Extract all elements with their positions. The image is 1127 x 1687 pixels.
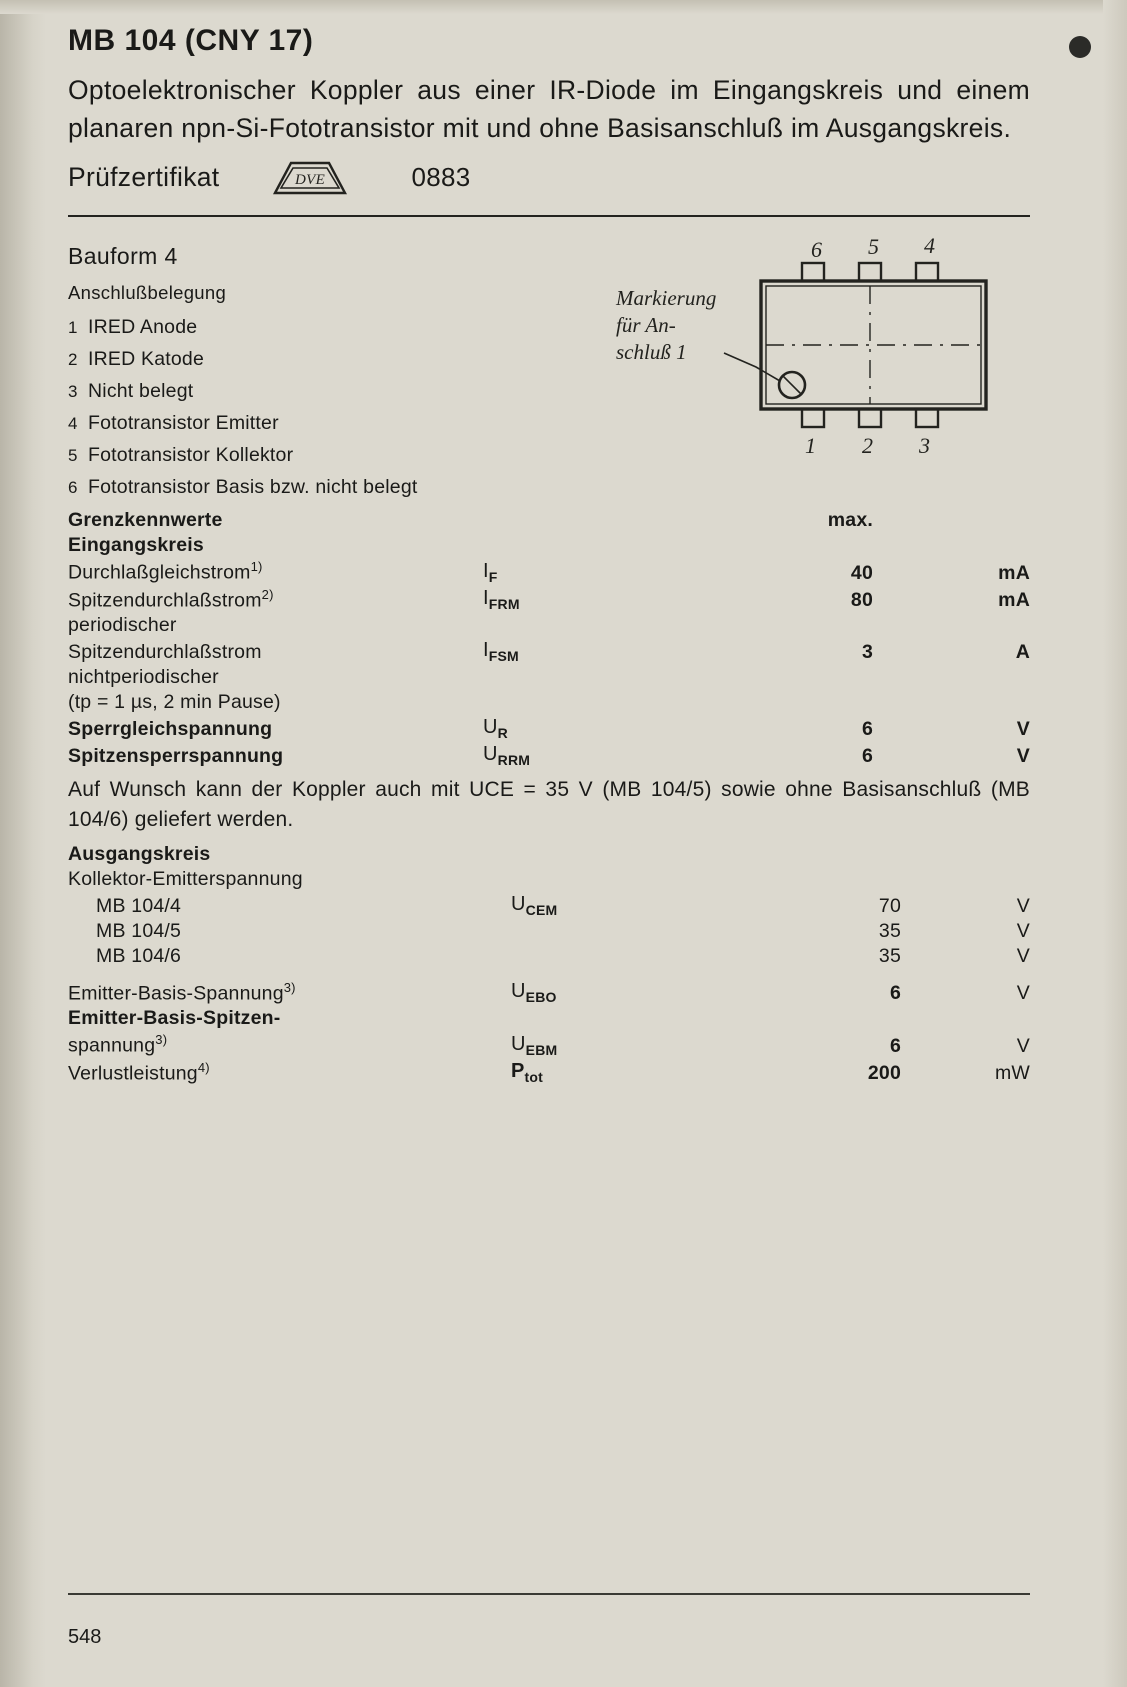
spec-symbol-sub: tot [524, 1069, 544, 1086]
table-row [68, 867, 1030, 892]
pin-number: 4 [68, 414, 78, 434]
spec-value: 35 [878, 944, 901, 967]
spec-name: Spitzendurchlaßstrom [68, 641, 262, 664]
spec-unit: mW [994, 1062, 1030, 1085]
spec-symbol: U [483, 743, 498, 766]
spec-unit: mA [998, 589, 1030, 612]
spec-unit: V [1016, 982, 1030, 1005]
spec-unit: A [1015, 641, 1030, 664]
table-row [68, 919, 1030, 944]
spec-symbol: I [483, 639, 489, 662]
pinout-heading: Anschlußbelegung [68, 282, 227, 304]
table-row [68, 638, 1030, 665]
diagram-pin-3: 3 [919, 433, 930, 459]
spec-symbol-sub: FSM [488, 648, 519, 665]
spec-name: periodischer [68, 614, 177, 637]
spec-value: 6 [861, 718, 873, 741]
header-divider [68, 215, 1030, 217]
spec-name: MB 104/4 [96, 894, 182, 917]
spec-symbol: P [511, 1060, 525, 1083]
spec-name: MB 104/5 [96, 919, 182, 942]
page-number: 548 [68, 1626, 102, 1648]
spec-footnote: 4) [197, 1059, 210, 1075]
spec-value: 80 [850, 589, 873, 612]
spec-unit: V [1016, 919, 1030, 942]
spec-value: 3 [861, 641, 873, 664]
table-row [68, 969, 1030, 979]
spec-name: Emitter-Basis-Spannung [68, 982, 284, 1005]
spec-value: 40 [850, 561, 873, 584]
spec-footnote: 3) [155, 1032, 168, 1048]
spec-name: Spitzensperrspannung [68, 744, 284, 767]
pin-label: Nicht belegt [88, 380, 194, 403]
diagram-annotation-line-2: für An- [616, 313, 676, 338]
page-top-shadow [0, 0, 1127, 14]
diagram-pin-5: 5 [868, 235, 879, 260]
package-diagram [606, 235, 1036, 485]
table-row [68, 558, 1030, 586]
page-left-shadow [0, 0, 46, 1687]
limits-heading: Grenzkennwerte [68, 509, 223, 532]
spec-symbol: U [483, 716, 498, 739]
certificate-label: Prüfzertifikat [68, 161, 220, 192]
spec-name: Spitzendurchlaßstrom [68, 589, 262, 612]
diagram-annotation-line-3: schluß 1 [616, 340, 687, 365]
table-row [68, 613, 1030, 638]
spec-name: Emitter-Basis-Spitzen- [68, 1007, 281, 1030]
spec-symbol-sub: EBO [525, 989, 557, 1006]
output-section-heading: Ausgangskreis [68, 842, 211, 865]
spec-name: Verlustleistung [68, 1062, 198, 1085]
pin-label: IRED Katode [88, 348, 205, 371]
package-section [68, 235, 1030, 499]
spec-symbol: I [483, 559, 489, 582]
spec-name: Kollektor-Emitterspannung [68, 867, 303, 890]
spec-symbol-sub: RRM [497, 751, 531, 768]
spec-value: 6 [889, 1034, 901, 1057]
table-row [68, 715, 1030, 742]
spec-unit: V [1016, 744, 1030, 767]
spec-symbol-sub: F [488, 568, 498, 585]
pin-label: Fototransistor Emitter [88, 412, 279, 435]
table-row [68, 944, 1030, 969]
pin-number: 3 [68, 382, 78, 402]
table-row [68, 742, 1030, 769]
page-content [68, 24, 1030, 1086]
spec-symbol: U [511, 980, 526, 1003]
spec-name: nichtperiodischer [68, 666, 219, 689]
spec-unit: V [1016, 1034, 1030, 1057]
spec-value: 6 [889, 982, 901, 1005]
table-row [68, 508, 1030, 533]
footer-divider [68, 1593, 1030, 1595]
option-note: Auf Wunsch kann der Koppler auch mit UCE = 35 V (MB 104/5) sowie ohne Basisanschluß (MB 104/6) geliefert werden. [68, 777, 1030, 832]
vde-mark-icon [271, 157, 349, 197]
spec-name: Durchlaßgleichstrom [68, 561, 251, 584]
pin-number: 1 [68, 318, 78, 338]
diagram-pin-6: 6 [811, 237, 822, 263]
spec-unit: mA [998, 561, 1030, 584]
pin-number: 5 [68, 446, 78, 466]
diagram-pin-2: 2 [862, 433, 873, 459]
diagram-annotation-line-1: Markierung [616, 286, 717, 311]
table-row [68, 842, 1030, 867]
output-limits-table [68, 842, 1030, 1086]
spec-value: 200 [867, 1062, 901, 1085]
table-row [68, 690, 1030, 715]
table-row [68, 1059, 1030, 1087]
table-row [68, 979, 1030, 1007]
table-row [68, 1031, 1030, 1059]
spec-footnote: 2) [261, 586, 274, 602]
svg-text:DVE: DVE [295, 172, 326, 189]
pin-label: IRED Anode [88, 316, 198, 339]
pin-number: 6 [68, 478, 78, 498]
spec-symbol-sub: FRM [488, 596, 520, 613]
spec-symbol-sub: R [497, 725, 508, 742]
max-label: max. [827, 509, 873, 532]
spec-value: 6 [861, 744, 873, 767]
spec-value: 70 [878, 894, 901, 917]
spec-unit: V [1016, 894, 1030, 917]
spec-symbol-sub: CEM [525, 901, 558, 918]
spec-name: Sperrgleichspannung [68, 718, 273, 741]
table-row [68, 1006, 1030, 1031]
table-row [68, 892, 1030, 919]
table-row [68, 665, 1030, 690]
diagram-pin-4: 4 [924, 235, 935, 259]
table-row [68, 533, 1030, 558]
spec-symbol-sub: EBM [525, 1041, 558, 1058]
spec-value: 35 [878, 919, 901, 942]
spec-footnote: 1) [250, 559, 263, 575]
package-heading: Bauform 4 [68, 243, 178, 270]
page-right-shadow [1103, 0, 1127, 1687]
pin-number: 2 [68, 350, 78, 370]
spec-name: MB 104/6 [96, 944, 182, 967]
table-row [68, 586, 1030, 614]
intro-paragraph: Optoelektronischer Koppler aus einer IR-Diode im Eingangskreis und einem planaren npn-Si-Fototransistor mit und ohne Basisanschluß im Ausgangskreis. [68, 75, 1030, 143]
spec-symbol: U [511, 892, 526, 915]
diagram-pin-1: 1 [805, 433, 816, 459]
spec-symbol: I [483, 587, 489, 610]
limits-table [68, 508, 1030, 769]
pin-label: Fototransistor Basis bzw. nicht belegt [88, 476, 418, 499]
spec-name: (tp = 1 µs, 2 min Pause) [68, 691, 281, 714]
certificate-row [68, 157, 1030, 197]
certificate-number: 0883 [411, 161, 471, 192]
spec-footnote: 3) [283, 979, 296, 995]
spec-symbol: U [511, 1032, 526, 1055]
spec-unit: V [1016, 944, 1030, 967]
spec-unit: V [1016, 718, 1030, 741]
corner-dot-marker [1069, 36, 1091, 58]
spec-name: spannung [68, 1034, 156, 1057]
page-title: MB 104 (CNY 17) [68, 24, 314, 57]
pin-label: Fototransistor Kollektor [88, 444, 294, 467]
input-section-heading: Eingangskreis [68, 534, 204, 557]
